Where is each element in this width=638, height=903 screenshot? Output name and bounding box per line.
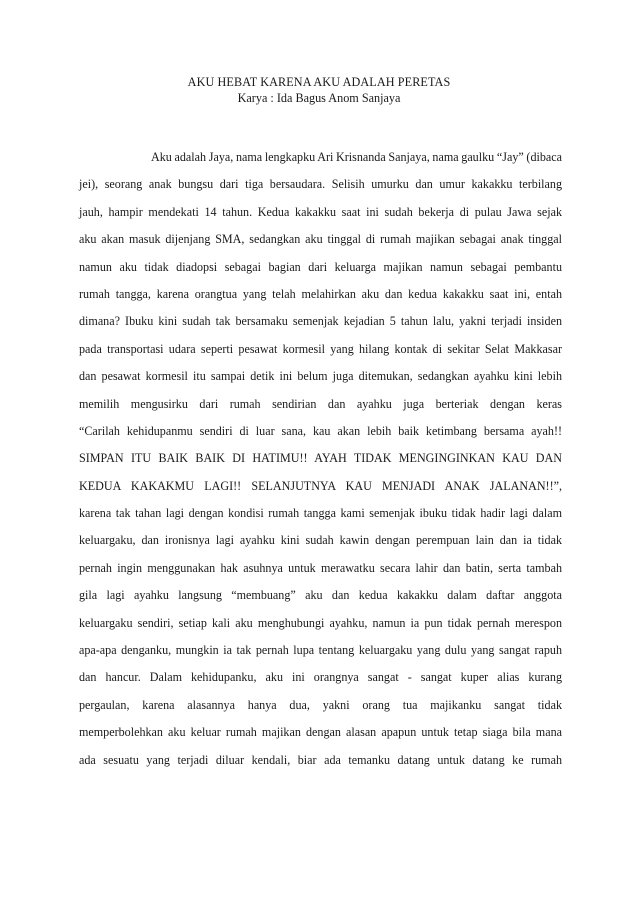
text-line: pergaulan, karena alasannya hanya dua, yakni orang tua majikanku sangat tidak <box>79 697 562 712</box>
text-line: “Carilah kehidupanmu sendiri di luar sana, kau akan lebih baik ketimbang bersama ayah!! <box>79 423 562 438</box>
text-line: namun aku tidak diadopsi sebagai bagian dari keluarga majikan namun sebagai pembantu <box>79 259 562 274</box>
text-line: dan pesawat kormesil itu sampai detik ini belum juga ditemukan, sedangkan ayahku kini lebih <box>79 369 562 384</box>
text-line: rumah tangga, karena orangtua yang telah melahirkan aku dan kedua kakakku saat ini, entah <box>79 286 562 301</box>
text-line: pada transportasi udara seperti pesawat kormesil yang hilang kontak di sekitar Selat Makkasar <box>79 341 562 356</box>
document-title: AKU HEBAT KARENA AKU ADALAH PERETAS <box>187 75 451 89</box>
text-line: aku akan masuk dijenjang SMA, sedangkan aku tinggal di rumah majikan sebagai anak tinggal <box>79 232 562 247</box>
text-line: memperbolehkan aku keluar rumah majikan dengan alasan apapun untuk tetap siaga bila mana <box>79 725 562 740</box>
text-line: KEDUA KAKAKMU LAGI!! SELANJUTNYA KAU MENJADI ANAK JALANAN!!”, <box>79 478 562 493</box>
text-line: keluargaku sendiri, setiap kali aku menghubungi ayahku, namun ia pun tidak pernah merespon <box>79 615 562 630</box>
text-line: gila lagi ayahku langsung “membuang” aku dan kedua kakakku dalam daftar anggota <box>79 588 562 603</box>
text-line: memilih mengusirku dari rumah sendirian dan ayahku juga berteriak dengan keras <box>79 396 562 411</box>
text-line: apa-apa denganku, mungkin ia tak pernah lupa tentang keluargaku yang dulu yang sangat rapuh <box>79 643 562 658</box>
text-line: jei), seorang anak bungsu dari tiga bersaudara. Selisih umurku dan umur kakakku terbilang <box>79 177 562 192</box>
text-line: Aku adalah Jaya, nama lengkapku Ari Krisnanda Sanjaya, nama gaulku “Jay” (dibaca <box>151 150 562 164</box>
text-line: dimana? Ibuku kini sudah tak bersamaku semenjak kejadian 5 tahun lalu, yakni terjadi insiden <box>79 314 562 329</box>
text-line: karena tak tahan lagi dengan kondisi rumah tangga kami semenjak ibuku tidak hadir lagi dalam <box>79 506 562 521</box>
document-body <box>79 149 562 779</box>
text-line: keluargaku, dan ironisnya lagi ayahku kini sudah kawin dengan perempuan lain dan ia tidak <box>79 533 562 548</box>
document-author: Karya : Ida Bagus Anom Sanjaya <box>237 91 401 105</box>
text-line: ada sesuatu yang terjadi diluar kendali, biar ada temanku datang untuk datang ke rumah <box>79 752 562 767</box>
text-line: pernah ingin menggunakan hak asuhnya untuk merawatku secara lahir dan batin, serta tambah <box>79 560 562 575</box>
text-line: jauh, hampir mendekati 14 tahun. Kedua kakakku saat ini sudah bekerja di pulau Jawa sejak <box>79 204 562 219</box>
text-line: SIMPAN ITU BAIK BAIK DI HATIMU!! AYAH TIDAK MENGINGINKAN KAU DAN <box>79 451 562 466</box>
text-line: dan hancur. Dalam kehidupanku, aku ini orangnya sangat - sangat kuper alias kurang <box>79 670 562 685</box>
